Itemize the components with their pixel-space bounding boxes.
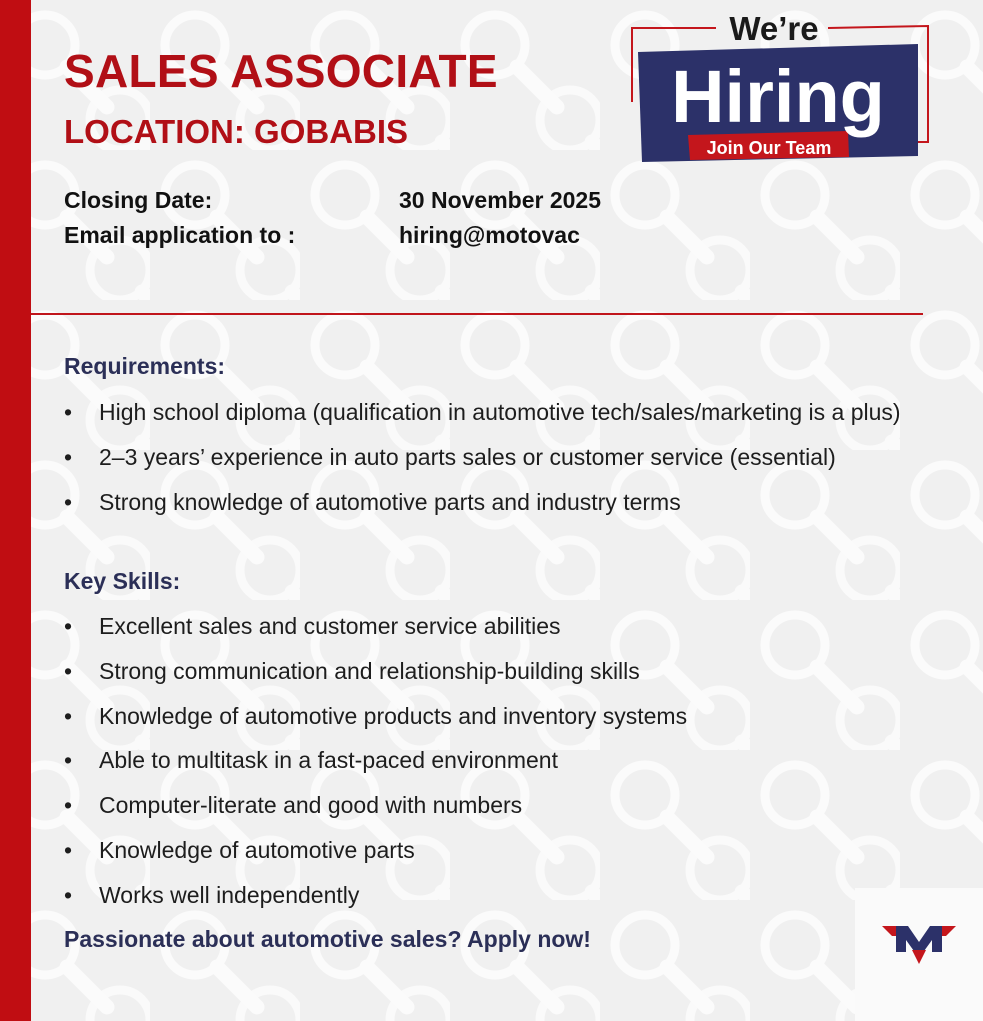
list-item: • Knowledge of automotive parts <box>64 834 934 867</box>
list-item: • Able to multitask in a fast-paced environment <box>64 744 934 777</box>
key-skills-heading: Key Skills: <box>64 568 181 594</box>
list-item: • Strong communication and relationship-building skills <box>64 655 934 688</box>
list-item: • 2–3 years’ experience in auto parts sales or customer service (essential) <box>64 441 959 474</box>
list-item: • Excellent sales and customer service abilities <box>64 610 934 643</box>
email-row <box>64 222 580 249</box>
motovac-logo-icon <box>882 924 956 966</box>
badge-main-text: Hiring <box>671 55 885 138</box>
key-skills-list <box>64 610 934 924</box>
closing-date-row <box>64 187 601 214</box>
list-item: • Computer-literate and good with numbers <box>64 789 934 822</box>
closing-date-value: 30 November 2025 <box>399 187 602 213</box>
email-value: hiring@motovac <box>399 222 580 248</box>
list-item: • Works well independently <box>64 879 934 912</box>
list-item: • High school diploma (qualification in automotive tech/sales/marketing is a plus) <box>64 396 959 429</box>
job-title: SALES ASSOCIATE <box>64 45 498 97</box>
list-item: • Knowledge of automotive products and inventory systems <box>64 700 934 733</box>
call-to-action: Passionate about automotive sales? Apply now! <box>64 926 591 952</box>
requirements-list <box>64 396 959 531</box>
requirements-heading: Requirements: <box>64 353 226 379</box>
section-divider <box>31 313 923 315</box>
job-location: LOCATION: GOBABIS <box>64 113 409 150</box>
badge-sub-text: Join Our Team <box>706 138 832 158</box>
company-logo-box <box>855 888 983 1021</box>
closing-date-label: Closing Date: <box>64 187 213 213</box>
badge-top-text: We’re <box>729 10 819 47</box>
hiring-badge <box>628 10 933 165</box>
left-accent-bar <box>0 0 31 1021</box>
list-item: • Strong knowledge of automotive parts and industry terms <box>64 486 959 519</box>
email-label: Email application to : <box>64 222 296 248</box>
